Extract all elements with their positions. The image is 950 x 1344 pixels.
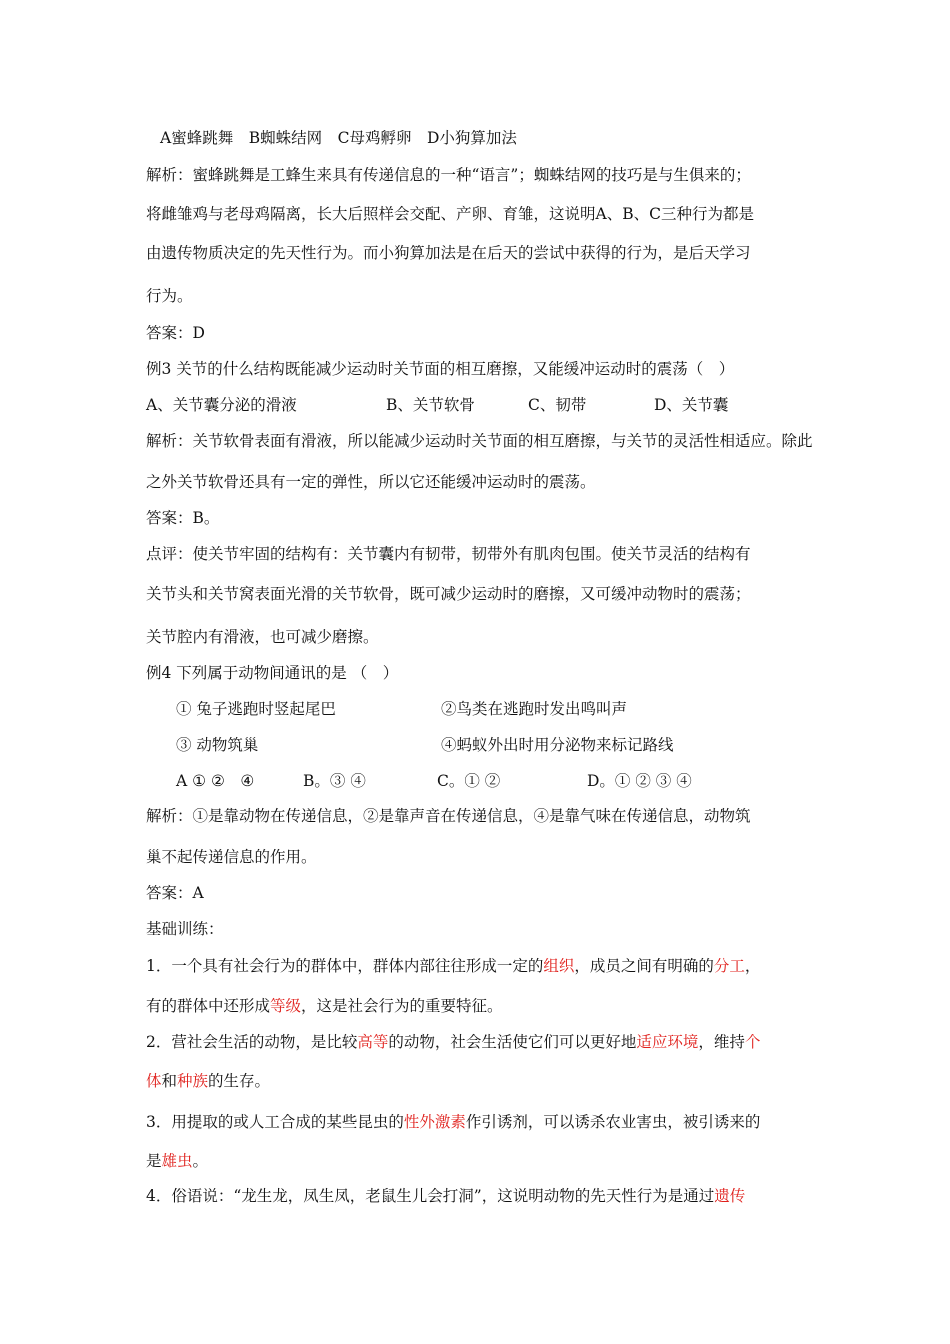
q2-answer-advanced: 高等 (357, 1033, 389, 1051)
ex3-comment-line-3: 关节腔内有滑液，也可减少磨擦。 (146, 628, 379, 646)
q4-text-a: 4．俗语说：“龙生龙，凤生凤，老鼠生儿会打洞”，这说明动物的先天性行为是通过 (146, 1187, 715, 1205)
q1-answer-hierarchy: 等级 (270, 997, 302, 1015)
ex4-option-b: B。③ ④ (303, 772, 366, 790)
ex3-answer: 答案：B。 (146, 509, 220, 527)
q1-text-c: ，成员之间有明确的 (574, 957, 714, 975)
q2-answer-individual-part-2: 体 (146, 1072, 162, 1090)
ex2-options: A蜜蜂跳舞 B蜘蛛结网 C母鸡孵卵 D小狗算加法 (160, 129, 517, 147)
ex2-analysis-line-4: 行为。 (146, 287, 193, 305)
ex2-analysis-line-1: 解析：蜜蜂跳舞是工蜂生来具有传递信息的一种“语言”；蜘蛛结网的技巧是与生俱来的； (146, 166, 751, 184)
ex4-question: 例4 下列属于动物间通讯的是 （ ） (146, 664, 399, 682)
q3-text-a: 3．用提取的或人工合成的某些昆虫的 (146, 1113, 404, 1131)
q4-answer-heredity: 遗传 (714, 1187, 746, 1205)
q2-text-c: 的动物，社会生活使它们可以更好地 (388, 1033, 637, 1051)
question-2-line-2 (146, 1070, 270, 1092)
ex4-item-1: ① 兔子逃跑时竖起尾巴 (176, 700, 336, 718)
ex3-option-a: A、关节囊分泌的滑液 (146, 396, 297, 414)
ex3-option-b: B、关节软骨 (386, 396, 475, 414)
q1-text-a: 1．一个具有社会行为的群体中，群体内部往往形成一定的 (146, 957, 544, 975)
q3-text-f: 。 (192, 1152, 209, 1170)
question-1-line-2 (146, 995, 503, 1017)
ex3-comment-line-2: 关节头和关节窝表面光滑的关节软骨，既可减少运动时的磨擦，又可缓冲动物时的震荡； (146, 585, 751, 603)
q2-answer-species: 种族 (177, 1072, 209, 1090)
question-3-line-1 (146, 1111, 760, 1133)
q1-text-e: ， (744, 957, 761, 975)
ex3-analysis-line-2: 之外关节软骨还具有一定的弹性，所以它还能缓冲运动时的震荡。 (146, 473, 596, 491)
q1-text-f: 有的群体中还形成 (146, 997, 271, 1015)
ex2-analysis-line-2: 将雌雏鸡与老母鸡隔离，长大后照样会交配、产卵、育雏，这说明A、B、C三种行为都是 (146, 205, 754, 223)
ex3-analysis-line-1: 解析：关节软骨表面有滑液，所以能减少运动时关节面的相互磨擦，与关节的灵活性相适应。除此 (146, 432, 813, 450)
q2-text-e: ，维持 (698, 1033, 745, 1051)
ex4-analysis-line-2: 巢不起传递信息的作用。 (146, 848, 317, 866)
ex3-option-c: C、韧带 (528, 396, 587, 414)
ex4-option-c: C。① ② (437, 772, 501, 790)
q2-answer-adapt-environment: 适应环境 (636, 1033, 699, 1051)
q1-text-h: ，这是社会行为的重要特征。 (301, 997, 503, 1015)
ex4-analysis-line-1: 解析：①是靠动物在传递信息，②是靠声音在传递信息，④是靠气味在传递信息，动物筑 (146, 807, 751, 825)
basic-training-heading: 基础训练： (146, 920, 224, 938)
q3-text-c: 作引诱剂，可以诱杀农业害虫，被引诱来的 (465, 1113, 761, 1131)
ex4-option-a: A ① ② ④ (176, 772, 255, 790)
q2-text-a: 2．营社会生活的动物，是比较 (146, 1033, 358, 1051)
ex4-item-4: ④蚂蚁外出时用分泌物来标记路线 (441, 736, 674, 754)
question-2-line-1 (146, 1031, 760, 1053)
ex2-analysis-line-3: 由遗传物质决定的先天性行为。而小狗算加法是在后天的尝试中获得的行为，是后天学习 (146, 244, 751, 262)
q3-text-d: 是 (146, 1152, 162, 1170)
q2-text-h: 和 (161, 1072, 178, 1090)
ex3-comment-line-1: 点评：使关节牢固的结构有：关节囊内有韧带，韧带外有肌肉包围。使关节灵活的结构有 (146, 545, 751, 563)
q2-text-j: 的生存。 (208, 1072, 271, 1090)
ex4-option-d: D。① ② ③ ④ (587, 772, 692, 790)
q3-answer-sex-pheromone: 性外激素 (403, 1113, 466, 1131)
question-3-line-2 (146, 1150, 208, 1172)
ex4-answer: 答案：A (146, 884, 204, 902)
q1-answer-organization: 组织 (543, 957, 575, 975)
q1-answer-division-of-labor: 分工 (713, 957, 745, 975)
ex4-item-3: ③ 动物筑巢 (176, 736, 259, 754)
question-4-line-1 (146, 1185, 745, 1207)
q2-answer-individual-part-1: 个 (744, 1033, 761, 1051)
ex2-answer: 答案：D (146, 324, 205, 342)
ex4-item-2: ②鸟类在逃跑时发出鸣叫声 (441, 700, 628, 718)
question-1-line-1 (146, 955, 760, 977)
ex3-option-d: D、关节囊 (654, 396, 729, 414)
ex3-question: 例3 关节的什么结构既能减少运动时关节面的相互磨擦，又能缓冲运动时的震荡（ ） (146, 360, 735, 378)
q3-answer-male-insect: 雄虫 (161, 1152, 193, 1170)
